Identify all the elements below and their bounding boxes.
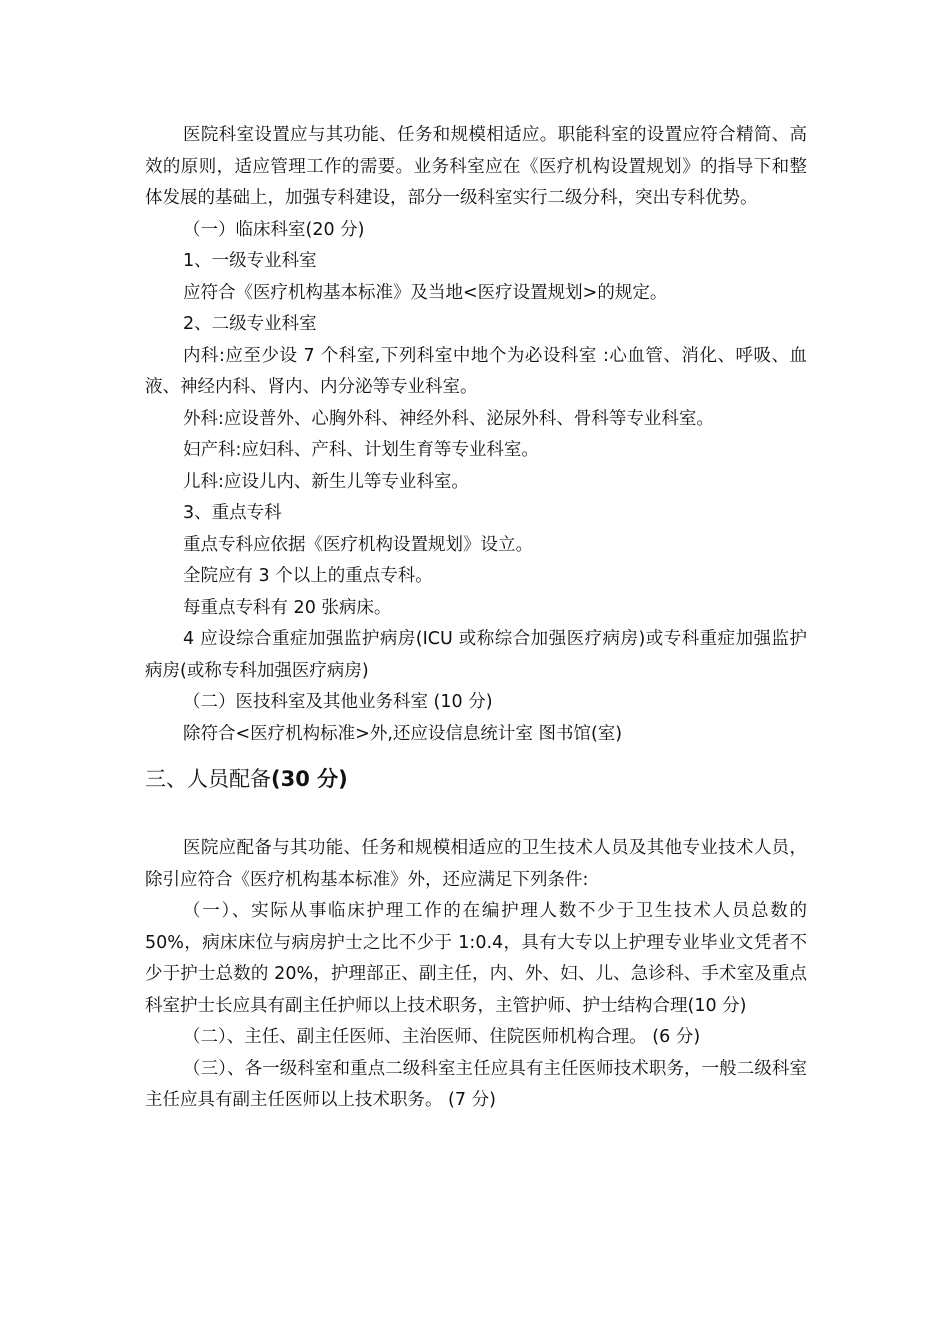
medical-tech-heading: （二）医技科室及其他业务科室 (10 分) bbox=[183, 692, 493, 712]
key-specialty-text-2: 全院应有 3 个以上的重点专科。 bbox=[183, 566, 433, 586]
staffing-item-2: （二）、主任、副主任医师、主治医师、住院医师机构合理。 (6 分) bbox=[183, 1027, 701, 1047]
section-heading-score: (30 分) bbox=[271, 767, 348, 791]
icu-text: 4 应设综合重症加强监护病房(ICU 或称综合加强医疗病房)或专科重症加强监护病房(或称专科加强医疗病房) bbox=[145, 629, 807, 681]
document-body bbox=[145, 120, 807, 1117]
section-heading-staffing bbox=[145, 764, 807, 795]
medical-tech-text: 除符合<医疗机构标准>外,还应设信息统计室 图书馆(室) bbox=[183, 723, 623, 744]
staffing-item-1: （一）、实际从事临床护理工作的在编护理人数不少于卫生技术人员总数的 50%，病床床位与病房护士之比不少于 1:0.4，具有大专以上护理专业毕业文凭者不少于护士总数的 20%，护理部正、副主任，内、外、妇、儿、急诊科、手术室及重点科室护士长应具有副主任护师以上技术职务，主管护师、护士结构合理(10 分) bbox=[145, 901, 807, 1016]
staffing-item-3: （三）、各一级科室和重点二级科室主任应具有主任医师技术职务，一般二级科室主任应具有副主任医师以上技术职务。 (7 分) bbox=[145, 1058, 807, 1110]
pediatrics-text: 儿科:应设儿内、新生儿等专业科室。 bbox=[183, 471, 469, 492]
level2-dept-heading: 2、二级专业科室 bbox=[183, 314, 317, 334]
key-specialty-text-1: 重点专科应依据《医疗机构设置规划》设立。 bbox=[183, 534, 533, 555]
key-specialty-heading: 3、重点专科 bbox=[183, 503, 282, 523]
surgery-text: 外科:应设普外、心胸外科、神经外科、泌尿外科、骨科等专业科室。 bbox=[183, 408, 714, 429]
level1-dept-text: 应符合《医疗机构基本标准》及当地<医疗设置规划>的规定。 bbox=[183, 282, 668, 303]
level1-dept-heading: 1、一级专业科室 bbox=[183, 251, 317, 271]
key-specialty-text-3: 每重点专科有 20 张病床。 bbox=[183, 597, 392, 618]
section-heading-text: 三、人员配备 bbox=[145, 767, 271, 791]
intro-paragraph: 医院科室设置应与其功能、任务和规模相适应。职能科室的设置应符合精简、高效的原则，适应管理工作的需要。业务科室应在《医疗机构设置规划》的指导下和整体发展的基础上，加强专科建设，部分一级科室实行二级分科，突出专科优势。 bbox=[145, 125, 807, 208]
obstetrics-text: 妇产科:应妇科、产科、计划生育等专业科室。 bbox=[183, 440, 539, 460]
staffing-intro: 医院应配备与其功能、任务和规模相适应的卫生技术人员及其他专业技术人员，除引应符合《医疗机构基本标准》外，还应满足下列条件: bbox=[145, 838, 807, 890]
internal-medicine-text: 内科:应至少设 7 个科室,下列科室中地个为必设科室 :心血管、消化、呼吸、血液、神经内科、肾内、内分泌等专业科室。 bbox=[145, 345, 807, 397]
clinical-dept-heading: （一）临床科室(20 分) bbox=[183, 219, 365, 240]
